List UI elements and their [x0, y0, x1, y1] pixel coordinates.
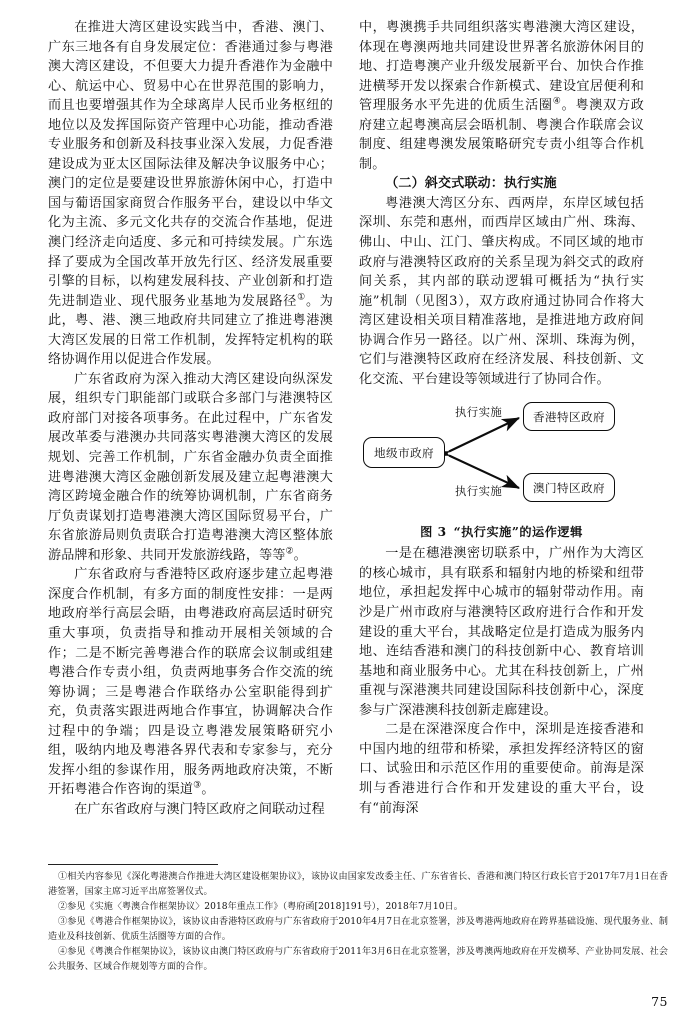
footnote-2: ②参见《实施〈粤澳合作框架协议〉2018年重点工作》（粤府函[2018]191号），2018年7月10日。: [58, 901, 463, 912]
paragraph-left-2: [48, 370, 333, 565]
figure-3-caption: [359, 523, 644, 540]
right-column: [359, 18, 644, 818]
footnotes-section: [48, 864, 668, 975]
footnote-marker-2: ②: [285, 546, 294, 557]
paragraph-right-after-figure-2: 二是在深港深度合作中，深圳是连接香港和中国内地的纽带和桥梁，承担发挥经济特区的窗口、试验田和示范区作用的重要使命。前海是深圳与香港进行合作和开发建设的重大平台，设有“前海深: [359, 722, 644, 816]
paragraph-left-3: [48, 565, 333, 800]
left-column: [48, 18, 333, 819]
footnote-3: ③参见《粤港合作框架协议》，该协议由香港特区政府与广东省政府于2010年4月7日在北京签署，涉及粤港两地政府在跨界基础设施、现代服务业、制造业及科技创新、优质生活圈等方面的合作。: [48, 917, 668, 942]
paragraph-left-4: 在广东省政府与澳门特区政府之间联动过程: [74, 801, 325, 817]
figure-3-caption-number: 图 3: [420, 525, 447, 540]
paragraph-right-continued-tail: 。粤澳双方政府建立起粤澳高层会晤机制、粤澳合作联席会议制度、组建粤澳发展策略研究专责小组等合作机制。: [359, 98, 645, 172]
paragraph-left-2-text: 广东省政府为深入推动大湾区建设向纵深发展，组织专门职能部门或联合多部门与港澳特区政府部门对接各项事务。在此过程中，广东省发展改革委与港澳办共同落实粤港澳大湾区的发展规划、完善工作机制，广东省金融办负责全面推进粤港澳大湾区金融创新发展及建立起粤港澳大湾区跨境金融合作的统筹协调机制，广东省商务厅负责谋划打造粤港澳大湾区国际贸易平台，广东省旅游局则负责联合打造粤港澳大湾区整体旅游品牌和形象、共同开发旅游线路，等等: [48, 371, 333, 563]
figure-3-caption-title: “执行实施”的运作逻辑: [453, 525, 583, 540]
diagram-edge-label-macau: 执行实施: [455, 484, 503, 499]
paragraph-right-after-subhead: 粤港澳大湾区分东、西两岸，东岸区域包括深圳、东莞和惠州，而西岸区域由广州、珠海、佛山、中山、江门、肇庆构成。不同区域的地市政府与港澳特区政府的关系呈现为斜交式的政府间关系，其内部的联动逻辑可概括为“执行实施”机制（见图3），双方政府通过协同合作将大湾区建设相关项目精准落地，是推进地方政府间协调合作另一路径。以广州、深圳、珠海为例，它们与港澳特区政府在经济发展、科技创新、文化交流、平台建设等领域进行了协同合作。: [359, 195, 644, 387]
paragraph-left-1: [48, 18, 333, 370]
footnote-4: ④参见《粤澳合作框架协议》，该协议由澳门特区政府与广东省政府于2011年3月6日在北京签署，涉及粤澳两地政府在开发横琴、产业协同发展、社会公共服务、区域合作规划等方面的合作。: [48, 947, 668, 972]
footnote-1: ①相关内容参见《深化粤港澳合作推进大湾区建设框架协议》，该协议由国家发改委主任、广东省省长、香港和澳门特区行政长官于2017年7月1日在香港签署，国家主席习近平出席签署仪式。: [48, 872, 668, 897]
diagram-node-local-government: 地级市政府: [363, 437, 445, 468]
diagram-node-macau-government: 澳门特区政府: [523, 473, 615, 502]
diagram-edge-label-hk: 执行实施: [455, 405, 503, 420]
diagram-node-hong-kong-government: 香港特区政府: [523, 402, 615, 431]
two-column-layout: [48, 18, 664, 819]
paragraph-left-1-tail: 。为此，粤、港、澳三地政府共同建立了推进粤港澳大湾区发展的日常工作机制，发挥特定机构的联络协调作用以促进合作发展。: [48, 293, 334, 368]
paragraph-right-continued-text: 中，粤澳携手共同组织落实粤港澳大湾区建设，体现在粤澳两地共同建设世界著名旅游休闲目的地、打造粤澳产业升级发展新平台、加快合作推进横琴开发以探索合作新模式、建设宜居便利和管理服务水平先进的优质生活圈: [359, 20, 644, 114]
paragraph-right-after-figure-1: 一是在穗港澳密切联系中，广州作为大湾区的核心城市，具有联系和辐射内地的桥梁和纽带地位，承担起发挥中心城市的辐射带动作用。南沙是广州市政府与港澳特区政府进行合作和开发建设的重大平台，其战略定位是打造成为服务内地、连结香港和澳门的科技创新中心、教育培训基地和商业服务中心。尤其在科技创新上，广州重视与深港澳共同建设国际科技创新中心，深度参与广深港澳科技创新走廊建设。: [359, 546, 644, 718]
footnote-marker-1: ①: [297, 292, 306, 303]
paragraph-left-3-text: 广东省政府与香港特区政府逐步建立起粤港深度合作机制，有多方面的制度性安排：一是两地政府举行高层会晤，由粤港政府高层适时研究重大事项，负责指导和推动开展相关领域的合作；二是不断完善粤港合作的联席会议制或组建粤港合作专责小组，负责两地事务合作交流的统筹协调；三是粤港合作联络办公室职能得到扩充，负责落实跟进两地合作事宜，协调解决合作过程中的争端；四是设立粤港发展策略研究小组，吸纳内地及粤港各界代表和专家参与，充分发挥小组的参谋作用，服务两地政府决策，不断开拓粤港合作咨询的渠道: [48, 567, 333, 798]
footnote-marker-3: ③: [193, 780, 202, 791]
paragraph-left-1-text: 在推进大湾区建设实践当中，香港、澳门、广东三地各有自身发展定位：香港通过参与粤港澳大湾区建设，不但要大力提升香港作为金融中心、航运中心、贸易中心在世界范围的影响力，而且也要增强其作为全球离岸人民币业务枢纽的地位以及发挥国际资产管理中心功能，推动香港专业服务和创新及科技事业深入发展，力促香港建设成为亚太区国际法律及解决争议服务中心；澳门的定位是要建设世界旅游休闲中心，打造中国与葡语国家商贸合作服务平台，建设以中华文化为主流、多元文化共存的交流合作基地，促进澳门经济走向适度、多元和可持续发展。广东选择了要成为全国改革开放先行区、经济发展重要引擎的目标，以构建发展科技、产业创新和打造先进制造业、现代服务业基地为发展路径: [48, 20, 333, 309]
footnote-separator-rule: [48, 864, 218, 865]
page-number: 75: [651, 994, 668, 1009]
figure-3-diagram: [359, 399, 644, 514]
paragraph-left-3-tail: 。: [201, 782, 215, 798]
footnote-marker-4: ④: [552, 96, 562, 107]
figure-3: [359, 399, 644, 540]
section-subheading: （二）斜交式联动：执行实施: [385, 176, 557, 192]
paragraph-right-continued: [359, 18, 644, 174]
arrow-local-to-hk: [449, 418, 519, 452]
paragraph-left-2-tail: 。: [293, 547, 307, 563]
